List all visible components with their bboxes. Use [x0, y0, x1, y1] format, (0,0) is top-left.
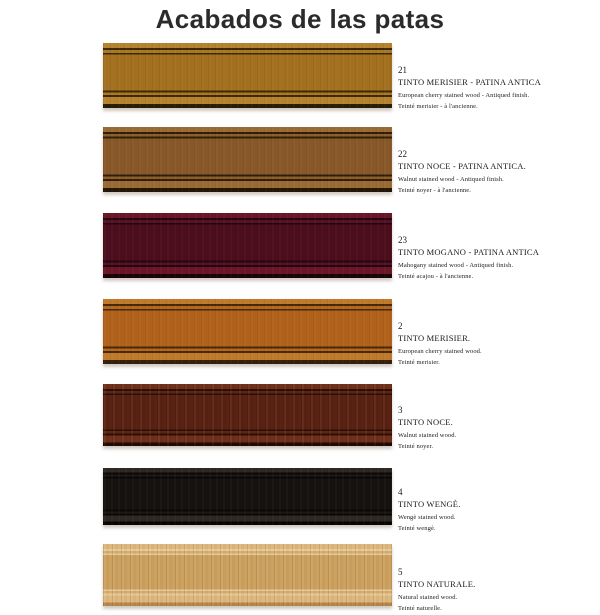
- finish-desc-fr: Teinté noyer - à l'ancienne.: [398, 187, 471, 194]
- merisier-patina-antica-swatch: [103, 43, 392, 108]
- finish-name: TINTO MERISIER - PATINA ANTICA: [398, 77, 541, 87]
- finish-name: TINTO NOCE.: [398, 417, 453, 427]
- finish-text-block: [398, 568, 588, 613]
- finish-desc-en: Walnut stained wood.: [398, 431, 457, 439]
- noce-swatch: [103, 384, 392, 446]
- finish-number: 2: [398, 321, 403, 331]
- finish-desc-fr: Teinté naturelle.: [398, 605, 442, 612]
- naturale-swatch: [103, 544, 392, 606]
- finish-desc-fr: Teinté wengè.: [398, 525, 436, 532]
- finish-text-block: [398, 322, 588, 367]
- finish-text-block: [398, 236, 588, 281]
- finish-desc-en: Walnut stained wood - Antiqued finish.: [398, 175, 504, 183]
- finish-desc-en: Natural stained wood.: [398, 593, 458, 601]
- finish-desc-fr: Teinté acajou - à l'ancienne.: [398, 273, 474, 280]
- finish-desc-fr: Teinté noyer.: [398, 443, 434, 450]
- mogano-patina-antica-swatch: [103, 213, 392, 278]
- finish-text-block: [398, 488, 588, 533]
- finish-number: 21: [398, 65, 407, 75]
- wenge-swatch: [103, 468, 392, 525]
- noce-patina-antica-swatch: [103, 127, 392, 192]
- finish-name: TINTO MOGANO - PATINA ANTICA: [398, 247, 540, 257]
- finish-desc-en: Mahogany stained wood - Antiqued finish.: [398, 261, 514, 269]
- finish-desc-fr: Teinté merisier.: [398, 359, 440, 366]
- finish-text-block: [398, 406, 588, 451]
- finish-name: TINTO WENGÈ.: [398, 499, 461, 509]
- finish-number: 22: [398, 149, 407, 159]
- finish-number: 5: [398, 567, 403, 577]
- finish-text-block: [398, 150, 588, 195]
- page-title: Acabados de las patas: [155, 4, 445, 34]
- finish-desc-en: European cherry stained wood - Antiqued finish.: [398, 91, 530, 99]
- finish-name: TINTO NOCE - PATINA ANTICA.: [398, 161, 526, 171]
- finish-desc-fr: Teinté merisier - à l'ancienne.: [398, 103, 478, 110]
- finish-number: 23: [398, 235, 407, 245]
- finish-number: 3: [398, 405, 403, 415]
- finish-text-block: [398, 66, 588, 111]
- finish-name: TINTO MERISIER.: [398, 333, 471, 343]
- finish-desc-en: European cherry stained wood.: [398, 347, 482, 355]
- merisier-swatch: [103, 299, 392, 364]
- finish-number: 4: [398, 487, 403, 497]
- finish-name: TINTO NATURALE.: [398, 579, 476, 589]
- finish-desc-en: Wengè stained wood.: [398, 513, 456, 521]
